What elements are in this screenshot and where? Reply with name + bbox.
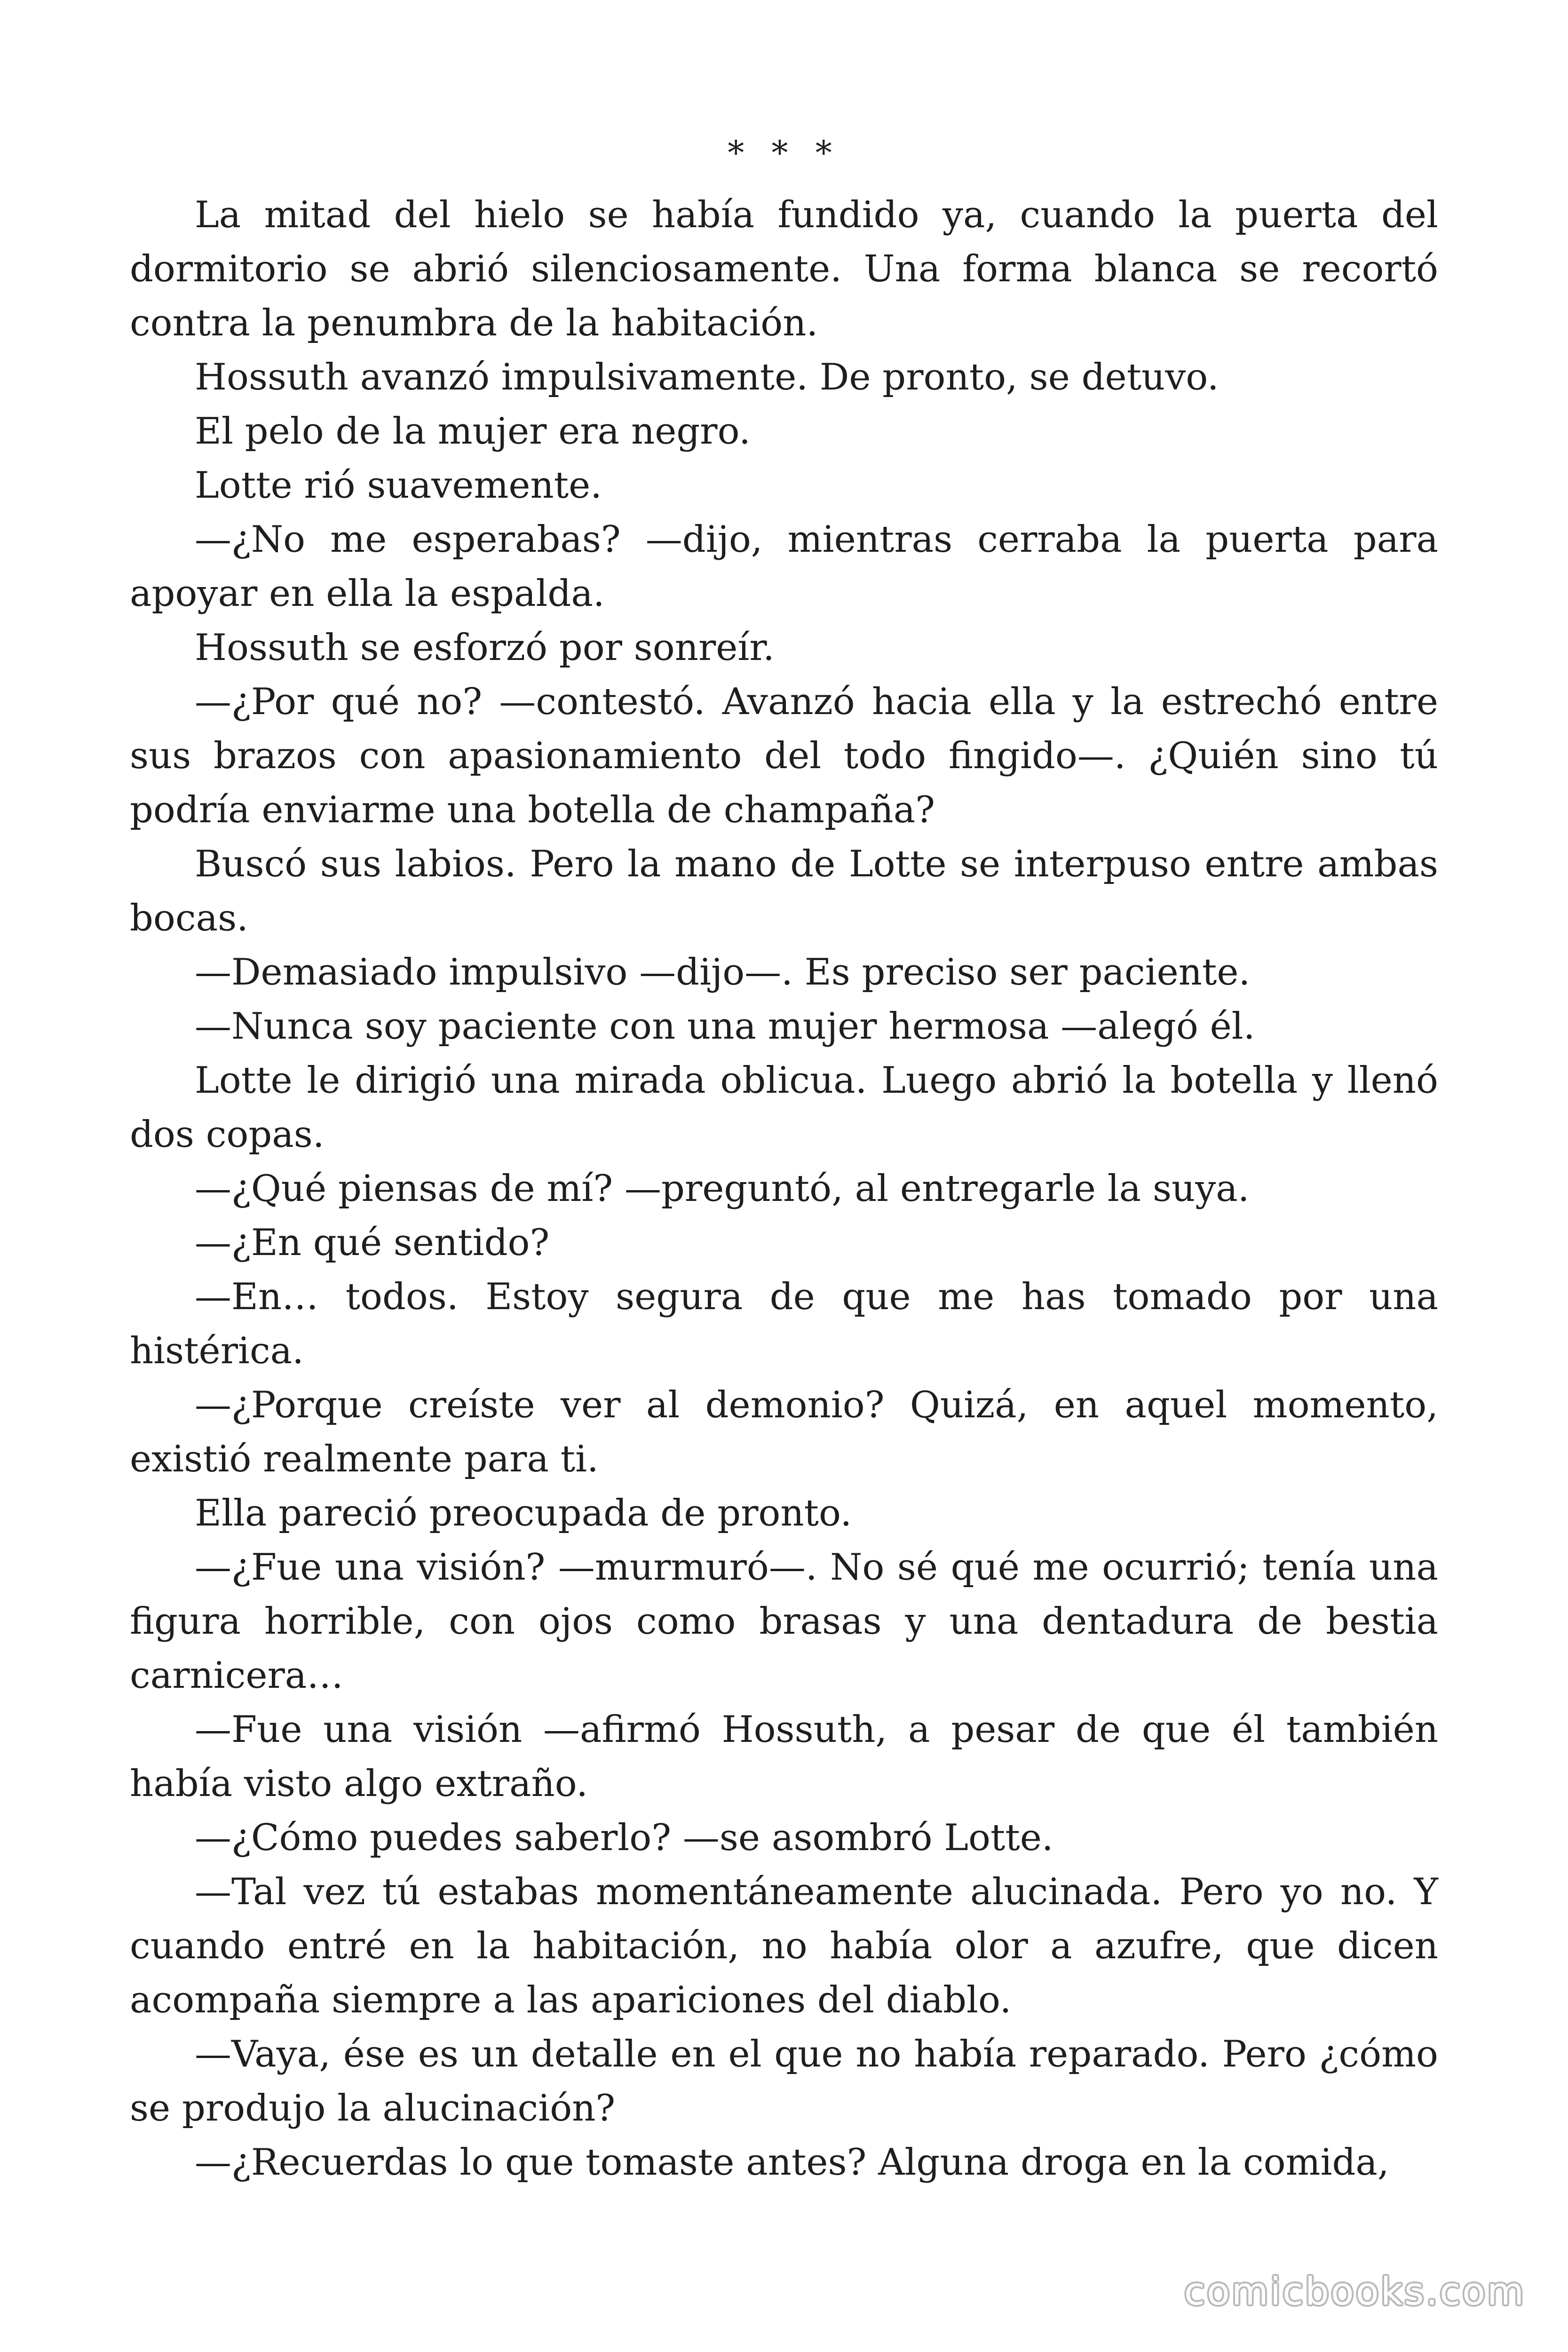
paragraph: —¿No me esperabas? —dijo, mientras cerraba la puerta para apoyar en ella la espalda.	[130, 518, 1438, 615]
paragraph: —¿Por qué no? —contestó. Avanzó hacia ella y la estrechó entre sus brazos con apasionamiento del todo fingido—. ¿Quién sino tú podría enviarme una botella de champaña?	[130, 681, 1438, 831]
paragraph: La mitad del hielo se había fundido ya, cuando la puerta del dormitorio se abrió silenciosamente. Una forma blanca se recortó contra la penumbra de la habitación.	[130, 194, 1438, 344]
paragraph: —En… todos. Estoy segura de que me has tomado por una histérica.	[130, 1276, 1438, 1372]
body-text	[130, 188, 1438, 2190]
paragraph: —¿Recuerdas lo que tomaste antes? Alguna droga en la comida,	[195, 2141, 1389, 2184]
paragraph: Lotte rió suavemente.	[195, 464, 602, 507]
paragraph: —Vaya, ése es un detalle en el que no había reparado. Pero ¿cómo se produjo la alucinación?	[130, 2033, 1438, 2130]
watermark: comicbooks.com	[1184, 2270, 1526, 2313]
paragraph: Buscó sus labios. Pero la mano de Lotte se interpuso entre ambas bocas.	[130, 843, 1438, 939]
paragraph: El pelo de la mujer era negro.	[195, 410, 751, 453]
paragraph: Ella pareció preocupada de pronto.	[195, 1492, 852, 1534]
paragraph: —¿Porque creíste ver al demonio? Quizá, en aquel momento, existió realmente para ti.	[130, 1384, 1438, 1480]
paragraph: —Nunca soy paciente con una mujer hermosa —alegó él.	[195, 1005, 1255, 1048]
paragraph: Lotte le dirigió una mirada oblicua. Luego abrió la botella y llenó dos copas.	[130, 1059, 1438, 1156]
paragraph: —¿Qué piensas de mí? —preguntó, al entregarle la suya.	[195, 1168, 1250, 1210]
paragraph: —¿Fue una visión? —murmuró—. No sé qué me ocurrió; tenía una figura horrible, con ojos como brasas y una dentadura de bestia carnicera…	[130, 1546, 1438, 1697]
paragraph: Hossuth se esforzó por sonreír.	[195, 627, 775, 669]
paragraph: —Tal vez tú estabas momentáneamente alucinada. Pero yo no. Y cuando entré en la habitación, no había olor a azufre, que dicen acompaña siempre a las apariciones del diablo.	[130, 1871, 1438, 2021]
section-separator: * * *	[728, 134, 840, 172]
paragraph: —Demasiado impulsivo —dijo—. Es preciso ser paciente.	[195, 951, 1251, 993]
paragraph: —Fue una visión —afirmó Hossuth, a pesar de que él también había visto algo extraño.	[130, 1708, 1438, 1805]
paragraph: Hossuth avanzó impulsivamente. De pronto, se detuvo.	[195, 356, 1219, 398]
paragraph: —¿En qué sentido?	[195, 1222, 550, 1264]
paragraph: —¿Cómo puedes saberlo? —se asombró Lotte.	[195, 1817, 1053, 1859]
book-page	[130, 118, 1438, 2190]
